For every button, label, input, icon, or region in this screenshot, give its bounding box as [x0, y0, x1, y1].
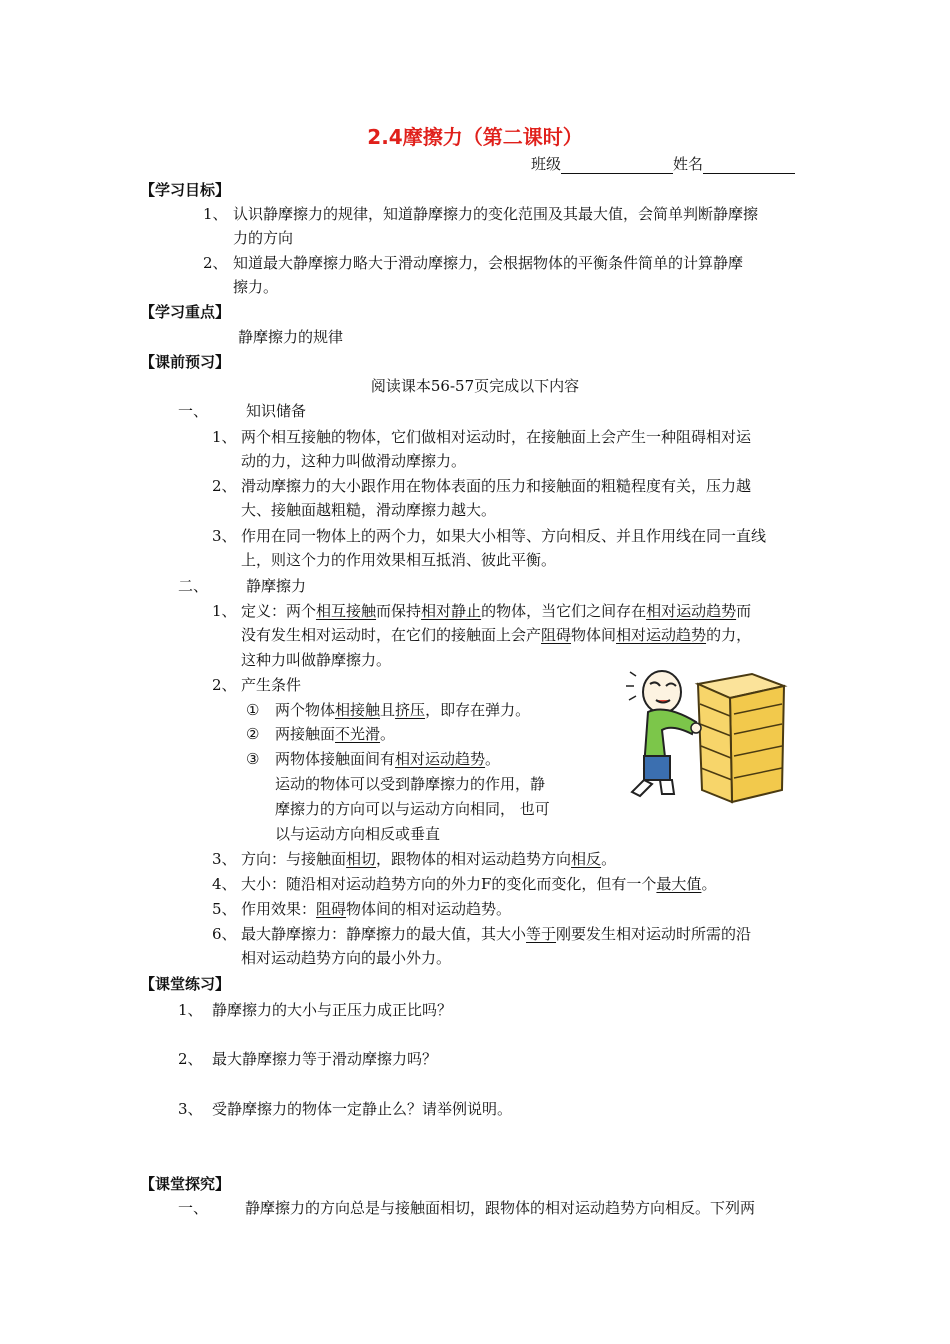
text: 两物体接触面间有: [275, 750, 396, 768]
class-label: 班级: [531, 155, 562, 173]
objective-1-line1: 认识静摩擦力的规律，知道静摩擦力的变化范围及其最大值，会简单判断静摩擦: [233, 205, 759, 223]
condition-3-text: [275, 749, 500, 769]
part2-num: 二、: [178, 577, 209, 595]
conditions-title: 产生条件: [241, 676, 302, 694]
condition-2-text: [275, 724, 395, 744]
text: 而: [736, 602, 752, 620]
answer-underlined: 阻碍: [541, 626, 572, 644]
definition-line2: [241, 625, 751, 645]
part1-title: 知识储备: [246, 402, 307, 420]
crate-side: [730, 686, 784, 802]
text: 方向：与接触面: [241, 850, 347, 868]
preview-intro: 阅读课本56-57页完成以下内容: [370, 377, 580, 395]
section-heading-preview: 【课前预习】: [140, 353, 231, 371]
condition-1-text: [275, 700, 530, 720]
answer-underlined: 相接触: [335, 701, 381, 719]
explore-num: 一、: [178, 1199, 209, 1217]
text: 定义：两个: [241, 602, 317, 620]
objective-2-num: 2、: [203, 254, 228, 272]
size-num: 4、: [212, 875, 237, 893]
person-mouth: [656, 700, 670, 703]
size-text: [241, 874, 716, 894]
max-friction-line2: 相对运动趋势方向的最小外力。: [241, 949, 452, 967]
objective-2-line2: 擦力。: [233, 278, 279, 296]
text: 的力，: [706, 626, 752, 644]
knowledge-1-line1: 两个相互接触的物体，它们做相对运动时，在接触面上会产生一种阻碍相对运: [241, 428, 752, 446]
text: 物体间的相对运动趋势。: [346, 900, 512, 918]
section-heading-objectives: 【学习目标】: [140, 181, 231, 199]
text: 作用效果：: [241, 900, 317, 918]
definition-line1: [241, 601, 751, 621]
name-blank[interactable]: [703, 157, 795, 174]
answer-underlined: 相对运动趋势: [616, 626, 707, 644]
effect-text: [241, 899, 511, 919]
condition-note-line1: 运动的物体可以受到静摩擦力的作用，静: [275, 775, 546, 793]
text: 。: [485, 750, 501, 768]
part1-num: 一、: [178, 402, 209, 420]
person-head: [643, 671, 681, 713]
knowledge-2-num: 2、: [212, 477, 237, 495]
answer-underlined: 最大值: [656, 875, 702, 893]
text: 而保持: [376, 602, 422, 620]
direction-text: [241, 849, 616, 869]
answer-underlined: 相对运动趋势: [395, 750, 486, 768]
text: 最大静摩擦力：静摩擦力的最大值，其大小: [241, 925, 527, 943]
max-friction-line1: [241, 924, 751, 944]
crate-front: [698, 684, 732, 802]
person-pants: [644, 756, 670, 780]
answer-underlined: 相切: [346, 850, 377, 868]
name-label: 姓名: [673, 155, 704, 173]
practice-2-text: 最大静摩擦力等于滑动摩擦力吗？: [212, 1050, 438, 1068]
conditions-num: 2、: [212, 676, 237, 694]
knowledge-2-line2: 大、接触面越粗糙，滑动摩擦力越大。: [241, 501, 497, 519]
text: 刚要发生相对运动时所需的沿: [556, 925, 752, 943]
objective-1-num: 1、: [203, 205, 228, 223]
max-friction-num: 6、: [212, 925, 237, 943]
effort-marks: [626, 672, 636, 700]
knowledge-3-line1: 作用在同一物体上的两个力，如果大小相等、方向相反、并且作用线在同一直线: [241, 527, 767, 545]
objective-2-line1: 知道最大静摩擦力略大于滑动摩擦力，会根据物体的平衡条件简单的计算静摩: [233, 254, 744, 272]
text: 两个物体: [275, 701, 336, 719]
text: 的物体，当它们之间存在: [481, 602, 647, 620]
practice-2-num: 2、: [178, 1050, 203, 1068]
knowledge-3-line2: 上，则这个力的作用效果相互抵消、彼此平衡。: [241, 551, 557, 569]
direction-num: 3、: [212, 850, 237, 868]
part2-title: 静摩擦力: [246, 577, 307, 595]
condition-3-mark: ③: [246, 750, 260, 768]
answer-underlined: 相对静止: [421, 602, 482, 620]
answer-underlined: 阻碍: [316, 900, 347, 918]
answer-underlined: 相对运动趋势: [646, 602, 737, 620]
knowledge-1-line2: 动的力，这种力叫做滑动摩擦力。: [241, 452, 467, 470]
practice-1-num: 1、: [178, 1001, 203, 1019]
knowledge-1-num: 1、: [212, 428, 237, 446]
condition-1-mark: ①: [246, 701, 260, 719]
class-name-line: [531, 154, 795, 174]
condition-note-line3: 以与运动方向相反或垂直: [275, 825, 441, 843]
answer-underlined: 相互接触: [316, 602, 377, 620]
practice-1-text: 静摩擦力的大小与正压力成正比吗？: [212, 1001, 453, 1019]
section-heading-practice: 【课堂练习】: [140, 975, 231, 993]
text: 。: [701, 875, 717, 893]
text: 两接触面: [275, 725, 336, 743]
answer-underlined: 相反: [571, 850, 602, 868]
section-heading-explore: 【课堂探究】: [140, 1175, 231, 1193]
answer-underlined: 等于: [526, 925, 557, 943]
practice-3-text: 受静摩擦力的物体一定静止么？请举例说明。: [212, 1100, 513, 1118]
key-point-text: 静摩擦力的规律: [238, 328, 344, 346]
text: 物体间: [571, 626, 617, 644]
text: 没有发生相对运动时，在它们的接触面上会产: [241, 626, 542, 644]
practice-3-num: 3、: [178, 1100, 203, 1118]
definition-num: 1、: [212, 602, 237, 620]
text: ，跟物体的相对运动趋势方向: [376, 850, 572, 868]
text: 。: [601, 850, 617, 868]
objective-1-line2: 力的方向: [233, 229, 294, 247]
person-hand: [691, 723, 701, 733]
text: 。: [380, 725, 396, 743]
page-title: 2.4摩擦力（第二课时）: [367, 125, 583, 149]
person-pushing-crate-illustration: [622, 668, 792, 804]
knowledge-2-line1: 滑动摩擦力的大小跟作用在物体表面的压力和接触面的粗糙程度有关，压力越: [241, 477, 752, 495]
definition-line3: 这种力叫做静摩擦力。: [241, 651, 392, 669]
effect-num: 5、: [212, 900, 237, 918]
explore-text: 静摩擦力的方向总是与接触面相切，跟物体的相对运动趋势方向相反。下列两: [245, 1199, 756, 1217]
knowledge-3-num: 3、: [212, 527, 237, 545]
text: 大小：随沿相对运动趋势方向的外力F的变化而变化，但有一个: [241, 875, 657, 893]
condition-2-mark: ②: [246, 725, 260, 743]
answer-underlined: 不光滑: [335, 725, 381, 743]
person-shoes: [632, 780, 674, 796]
condition-note-line2: 摩擦力的方向可以与运动方向相同， 也可: [275, 800, 550, 818]
section-heading-key-point: 【学习重点】: [140, 303, 231, 321]
class-blank[interactable]: [561, 157, 673, 174]
answer-underlined: 挤压: [395, 701, 426, 719]
text: 且: [380, 701, 396, 719]
text: ，即存在弹力。: [425, 701, 531, 719]
